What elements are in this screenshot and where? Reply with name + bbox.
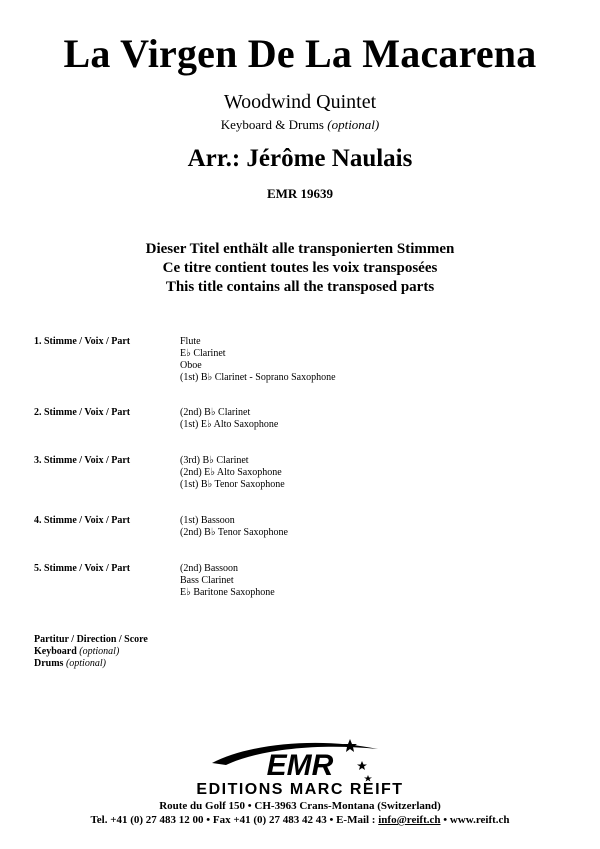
website-link[interactable]: • www.reift.ch xyxy=(443,814,510,826)
instrument-item: (2nd) Bassoon xyxy=(180,563,239,574)
instrument-item: Flute xyxy=(180,336,201,347)
part-2-label: 2. Stimme / Voix / Part xyxy=(34,407,131,418)
notice-german: Dieser Titel enthält alle transponierten Stimmen xyxy=(145,241,455,257)
publisher-address: Route du Golf 150 • CH-3963 Crans-Montana (Switzerland) xyxy=(159,800,441,812)
instrument-item: (1st) B♭ Clarinet - Soprano Saxophone xyxy=(180,372,336,383)
instrument-item: (1st) B♭ Tenor Saxophone xyxy=(180,479,285,490)
instrument-item: (2nd) B♭ Tenor Saxophone xyxy=(180,527,288,538)
keyboard-label: Keyboard xyxy=(34,646,77,657)
part-5-label: 5. Stimme / Voix / Part xyxy=(34,563,131,574)
catalog-number: EMR 19639 xyxy=(266,186,334,201)
ensemble-subtitle: Woodwind Quintet xyxy=(223,91,377,113)
logo-text: EMR xyxy=(266,749,334,782)
instrumentation-line xyxy=(0,117,600,133)
notice-french: Ce titre contient toutes les voix transposées xyxy=(162,260,438,276)
notice-english: This title contains all the transposed parts xyxy=(165,279,435,295)
instrument-item: (3rd) B♭ Clarinet xyxy=(180,455,249,466)
star-icon xyxy=(343,739,357,752)
keyboard-note: (optional) xyxy=(79,646,120,657)
publisher-brand: EDITIONS MARC REIFT xyxy=(196,781,404,798)
instrumentation-note: (optional) xyxy=(327,117,380,132)
part-3-label: 3. Stimme / Voix / Part xyxy=(34,455,131,466)
part-1-label: 1. Stimme / Voix / Part xyxy=(34,336,131,347)
instrument-item: E♭ Clarinet xyxy=(180,348,226,359)
part-2-instruments xyxy=(180,407,278,431)
star-icon xyxy=(357,761,367,770)
email-link[interactable]: info@reift.ch xyxy=(378,814,441,826)
page-title: La Virgen De La Macarena xyxy=(63,31,537,76)
instrument-item: (1st) Bassoon xyxy=(180,515,235,526)
instrument-item: Bass Clarinet xyxy=(180,575,234,586)
transposition-notice xyxy=(0,240,600,297)
instrumentation-text: Keyboard & Drums xyxy=(220,117,324,132)
part-1-instruments xyxy=(180,336,336,384)
instrument-item: (2nd) E♭ Alto Saxophone xyxy=(180,467,282,478)
part-4-label: 4. Stimme / Voix / Part xyxy=(34,515,131,526)
instrument-item: Oboe xyxy=(180,360,202,371)
contact-phone-fax: Tel. +41 (0) 27 483 12 00 • Fax +41 (0) 27 483 42 43 • E-Mail : xyxy=(90,814,376,826)
score-label: Partitur / Direction / Score xyxy=(34,634,148,645)
part-5-instruments xyxy=(180,563,275,599)
extras-list xyxy=(34,634,148,670)
instrument-item: (1st) E♭ Alto Saxophone xyxy=(180,419,279,430)
part-4-instruments xyxy=(180,515,288,539)
drums-label: Drums xyxy=(34,658,64,669)
keyboard-line xyxy=(34,646,148,658)
arranger: Arr.: Jérôme Naulais xyxy=(187,145,413,172)
instrument-item: (2nd) B♭ Clarinet xyxy=(180,407,251,418)
part-3-instruments xyxy=(180,455,285,491)
instrument-item: E♭ Baritone Saxophone xyxy=(180,587,275,598)
drums-note: (optional) xyxy=(65,658,106,669)
drums-line xyxy=(34,658,148,670)
publisher-contact xyxy=(0,814,600,826)
